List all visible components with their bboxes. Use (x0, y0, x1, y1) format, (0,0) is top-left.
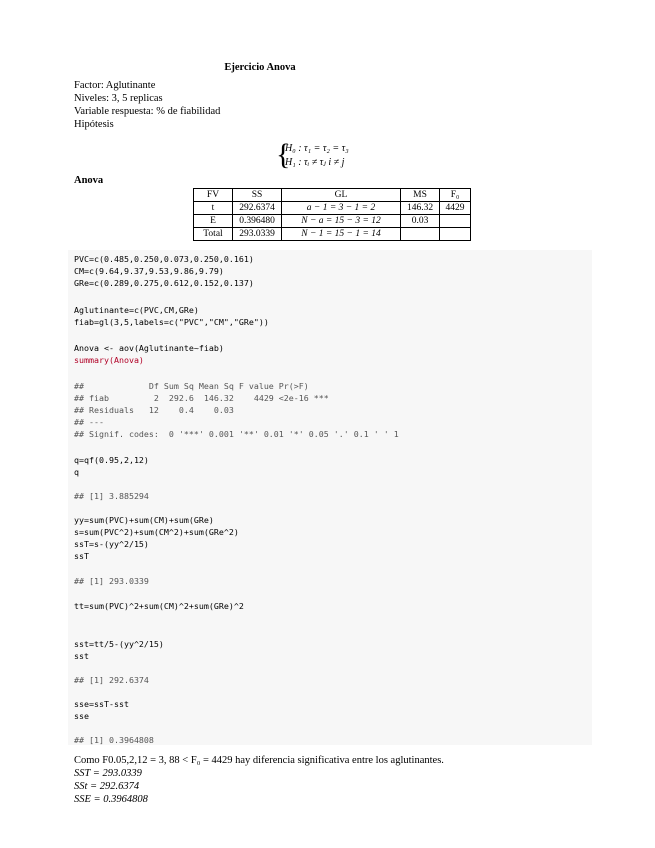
table-cell: E (194, 215, 233, 228)
code-line: ssT=s-(yy^2/15) (74, 539, 149, 549)
code-line: sse (74, 711, 89, 721)
code-line: fiab=gl(3,5,labels=c("PVC","CM","GRe")) (74, 317, 269, 327)
table-cell: 292.6374 (233, 202, 282, 215)
code-line: q (74, 467, 79, 477)
hypothesis-label: Hipótesis (74, 119, 114, 130)
sstt-result: SSt = 292.6374 (74, 781, 140, 792)
table-cell: t (194, 202, 233, 215)
code-line: PVC=c(0.485,0.250,0.073,0.250,0.161) (74, 254, 254, 264)
table-cell: N − 1 = 15 − 1 = 14 (282, 228, 401, 241)
code-line: Anova <- aov(Aglutinante~fiab) (74, 343, 224, 353)
table-cell (401, 228, 440, 241)
output-line: ## [1] 292.6374 (74, 675, 149, 685)
table-row (194, 202, 471, 215)
code-line: summary(Anova) (74, 355, 144, 365)
sse-result: SSE = 0.3964808 (74, 794, 148, 805)
table-cell: a − 1 = 3 − 1 = 2 (282, 202, 401, 215)
table-cell: Total (194, 228, 233, 241)
anova-heading: Anova (74, 175, 104, 186)
factor-line: Factor: Aglutinante (74, 80, 156, 91)
response-variable-line: Variable respuesta: % de fiabilidad (74, 106, 221, 117)
alternative-hypothesis: H₁ : τᵢ ≠ τⱼ i ≠ j (285, 157, 345, 168)
table-cell: 146.32 (401, 202, 440, 215)
code-line: GRe=c(0.289,0.275,0.612,0.152,0.137) (74, 278, 254, 288)
output-line: ## fiab 2 292.6 146.32 4429 <2e-16 *** (74, 393, 329, 403)
output-line: ## [1] 293.0339 (74, 576, 149, 586)
levels-line: Niveles: 3, 5 replicas (74, 93, 163, 104)
conclusion-line: Como F0.05,2,12 = 3, 88 < F₀ = 4429 hay diferencia significativa entre los aglutinantes. (74, 755, 444, 766)
table-cell: 293.0339 (233, 228, 282, 241)
output-line: ## [1] 0.3964808 (74, 735, 154, 745)
code-line: Aglutinante=c(PVC,CM,GRe) (74, 305, 199, 315)
column-header: MS (401, 189, 440, 202)
output-line: ## Signif. codes: 0 '***' 0.001 '**' 0.01 '*' 0.05 '.' 0.1 ' ' 1 (74, 429, 399, 439)
code-line: CM=c(9.64,9.37,9.53,9.86,9.79) (74, 266, 224, 276)
code-line: sst=tt/5-(yy^2/15) (74, 639, 164, 649)
column-header: GL (282, 189, 401, 202)
table-row (194, 215, 471, 228)
table-cell (440, 215, 471, 228)
output-line: ## [1] 3.885294 (74, 491, 149, 501)
table-row (194, 228, 471, 241)
brace-symbol: { (276, 138, 291, 171)
table-header-row (194, 189, 471, 202)
conclusion-block (74, 754, 444, 806)
column-header: SS (233, 189, 282, 202)
code-line: q=qf(0.95,2,12) (74, 455, 149, 465)
column-header: F₀ (440, 189, 471, 202)
document-title: Ejercicio Anova (224, 62, 296, 73)
exercise-metadata (74, 79, 220, 131)
code-line: yy=sum(PVC)+sum(CM)+sum(GRe) (74, 515, 214, 525)
table-cell (440, 228, 471, 241)
output-line: ## Df Sum Sq Mean Sq F value Pr(>F) (74, 381, 309, 391)
table-cell: 4429 (440, 202, 471, 215)
table-cell: 0.396480 (233, 215, 282, 228)
code-line: tt=sum(PVC)^2+sum(CM)^2+sum(GRe)^2 (74, 601, 244, 611)
code-line: sse=ssT-sst (74, 699, 129, 709)
sst-result: SST = 293.0339 (74, 768, 142, 779)
anova-table (193, 188, 471, 241)
column-header: FV (194, 189, 233, 202)
code-line: sst (74, 651, 89, 661)
output-line: ## --- (74, 417, 104, 427)
code-line: s=sum(PVC^2)+sum(CM^2)+sum(GRe^2) (74, 527, 239, 537)
table-cell: N − a = 15 − 3 = 12 (282, 215, 401, 228)
null-hypothesis: H₀ : τ₁ = τ₂ = τ₃ (285, 143, 349, 154)
output-line: ## Residuals 12 0.4 0.03 (74, 405, 234, 415)
table-cell: 0.03 (401, 215, 440, 228)
code-line: ssT (74, 551, 89, 561)
